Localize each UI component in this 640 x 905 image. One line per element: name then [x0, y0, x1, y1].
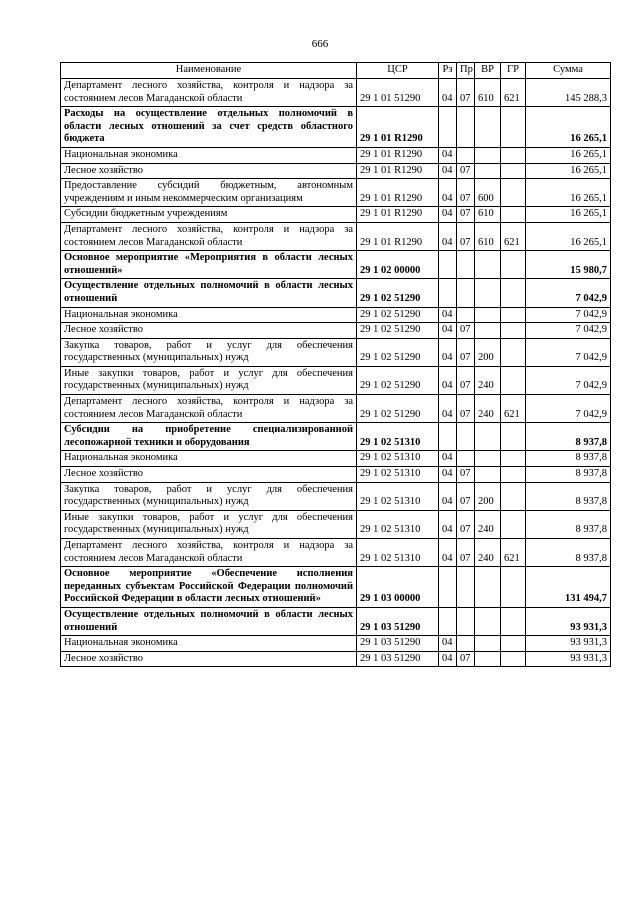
row-name: Основное мероприятие «Мероприятия в области лесных отношений» [61, 251, 357, 279]
row-csr: 29 1 02 51310 [357, 510, 439, 538]
row-gr [501, 107, 526, 148]
row-pr [457, 567, 475, 608]
row-name: Департамент лесного хозяйства, контроля и надзора за состоянием лесов Магаданской области [61, 222, 357, 250]
row-rz: 04 [439, 467, 457, 483]
row-name: Лесное хозяйство [61, 467, 357, 483]
row-vr: 200 [475, 338, 501, 366]
table-row [61, 307, 611, 323]
row-csr: 29 1 01 51290 [357, 79, 439, 107]
row-sum: 8 937,8 [526, 510, 611, 538]
row-rz: 04 [439, 636, 457, 652]
row-rz [439, 567, 457, 608]
row-rz: 04 [439, 307, 457, 323]
row-pr: 07 [457, 323, 475, 339]
row-rz: 04 [439, 451, 457, 467]
row-pr [457, 279, 475, 307]
row-rz: 04 [439, 482, 457, 510]
row-rz: 04 [439, 366, 457, 394]
row-sum: 16 265,1 [526, 222, 611, 250]
table-row [61, 107, 611, 148]
row-sum: 16 265,1 [526, 163, 611, 179]
row-pr: 07 [457, 163, 475, 179]
row-csr: 29 1 02 51310 [357, 539, 439, 567]
row-sum: 8 937,8 [526, 482, 611, 510]
row-pr: 07 [457, 467, 475, 483]
row-vr: 240 [475, 395, 501, 423]
row-name: Субсидии на приобретение специализированной лесопожарной техники и оборудования [61, 423, 357, 451]
row-gr [501, 251, 526, 279]
header-gr: ГР [501, 63, 526, 79]
row-vr [475, 607, 501, 635]
row-vr: 610 [475, 222, 501, 250]
row-csr: 29 1 02 51290 [357, 279, 439, 307]
row-pr [457, 147, 475, 163]
row-name: Основное мероприятие «Обеспечение исполнения переданных субъектам Российской Федерации полномочий Российской Федерации в области лесных отношений» [61, 567, 357, 608]
budget-table [60, 62, 611, 667]
row-sum: 7 042,9 [526, 323, 611, 339]
row-rz: 04 [439, 510, 457, 538]
row-sum: 16 265,1 [526, 207, 611, 223]
row-sum: 15 980,7 [526, 251, 611, 279]
row-csr: 29 1 01 R1290 [357, 147, 439, 163]
row-rz: 04 [439, 163, 457, 179]
row-csr: 29 1 02 51290 [357, 395, 439, 423]
table-body [61, 79, 611, 667]
row-vr [475, 279, 501, 307]
row-name: Национальная экономика [61, 147, 357, 163]
table-row [61, 279, 611, 307]
row-rz: 04 [439, 539, 457, 567]
row-rz: 04 [439, 207, 457, 223]
row-vr: 600 [475, 179, 501, 207]
row-name: Национальная экономика [61, 307, 357, 323]
header-sum: Сумма [526, 63, 611, 79]
row-gr [501, 338, 526, 366]
row-pr: 07 [457, 79, 475, 107]
row-vr: 200 [475, 482, 501, 510]
row-csr: 29 1 01 R1290 [357, 163, 439, 179]
row-gr [501, 307, 526, 323]
row-pr [457, 607, 475, 635]
row-sum: 8 937,8 [526, 423, 611, 451]
row-pr [457, 451, 475, 467]
row-pr: 07 [457, 222, 475, 250]
row-csr: 29 1 01 R1290 [357, 179, 439, 207]
row-gr [501, 207, 526, 223]
table-row [61, 179, 611, 207]
table-row [61, 482, 611, 510]
row-csr: 29 1 02 51290 [357, 307, 439, 323]
table-row [61, 567, 611, 608]
row-sum: 93 931,3 [526, 636, 611, 652]
row-csr: 29 1 02 51290 [357, 323, 439, 339]
row-vr [475, 451, 501, 467]
row-vr [475, 567, 501, 608]
row-sum: 8 937,8 [526, 539, 611, 567]
row-name: Расходы на осуществление отдельных полномочий в области лесных отношений за счет средств областного бюджета [61, 107, 357, 148]
row-csr: 29 1 03 51290 [357, 636, 439, 652]
row-gr [501, 423, 526, 451]
row-gr [501, 366, 526, 394]
row-name: Департамент лесного хозяйства, контроля и надзора за состоянием лесов Магаданской области [61, 79, 357, 107]
row-vr: 610 [475, 79, 501, 107]
row-name: Иные закупки товаров, работ и услуг для обеспечения государственных (муниципальных) нужд [61, 510, 357, 538]
row-name: Субсидии бюджетным учреждениям [61, 207, 357, 223]
row-csr: 29 1 02 51310 [357, 423, 439, 451]
table-row [61, 607, 611, 635]
row-csr: 29 1 02 51310 [357, 451, 439, 467]
table-row [61, 79, 611, 107]
row-rz: 04 [439, 179, 457, 207]
table-row [61, 451, 611, 467]
row-sum: 7 042,9 [526, 338, 611, 366]
row-name: Департамент лесного хозяйства, контроля и надзора за состоянием лесов Магаданской области [61, 539, 357, 567]
row-pr [457, 107, 475, 148]
row-vr [475, 423, 501, 451]
row-vr [475, 147, 501, 163]
row-name: Лесное хозяйство [61, 651, 357, 667]
row-gr: 621 [501, 222, 526, 250]
row-name: Национальная экономика [61, 636, 357, 652]
row-vr [475, 323, 501, 339]
table-header-row [61, 63, 611, 79]
row-pr: 07 [457, 482, 475, 510]
row-gr [501, 651, 526, 667]
row-name: Предоставление субсидий бюджетным, автономным учреждениям и иным некоммерческим организациям [61, 179, 357, 207]
row-gr [501, 147, 526, 163]
row-pr [457, 423, 475, 451]
row-csr: 29 1 01 R1290 [357, 207, 439, 223]
table-row [61, 651, 611, 667]
row-name: Лесное хозяйство [61, 323, 357, 339]
row-rz [439, 107, 457, 148]
row-rz [439, 279, 457, 307]
row-csr: 29 1 03 51290 [357, 651, 439, 667]
row-gr [501, 482, 526, 510]
row-pr [457, 636, 475, 652]
table-row [61, 395, 611, 423]
row-name: Департамент лесного хозяйства, контроля и надзора за состоянием лесов Магаданской области [61, 395, 357, 423]
row-rz: 04 [439, 79, 457, 107]
row-sum: 8 937,8 [526, 467, 611, 483]
table-row [61, 147, 611, 163]
row-rz: 04 [439, 651, 457, 667]
row-rz [439, 423, 457, 451]
row-name: Закупка товаров, работ и услуг для обеспечения государственных (муниципальных) нужд [61, 338, 357, 366]
row-vr: 240 [475, 366, 501, 394]
row-sum: 8 937,8 [526, 451, 611, 467]
row-gr: 621 [501, 79, 526, 107]
row-name: Закупка товаров, работ и услуг для обеспечения государственных (муниципальных) нужд [61, 482, 357, 510]
table-row [61, 539, 611, 567]
row-gr [501, 279, 526, 307]
row-pr: 07 [457, 539, 475, 567]
page-number: 666 [311, 38, 329, 50]
header-csr: ЦСР [357, 63, 439, 79]
row-vr [475, 467, 501, 483]
row-name: Лесное хозяйство [61, 163, 357, 179]
table-row [61, 510, 611, 538]
table-row [61, 251, 611, 279]
header-name: Наименование [61, 63, 357, 79]
row-gr [501, 510, 526, 538]
row-gr [501, 607, 526, 635]
row-gr [501, 179, 526, 207]
row-sum: 7 042,9 [526, 307, 611, 323]
table-row [61, 636, 611, 652]
row-vr [475, 636, 501, 652]
row-vr [475, 651, 501, 667]
row-csr: 29 1 03 00000 [357, 567, 439, 608]
table-row [61, 207, 611, 223]
row-rz: 04 [439, 395, 457, 423]
table-row [61, 163, 611, 179]
row-gr: 621 [501, 395, 526, 423]
row-sum: 16 265,1 [526, 179, 611, 207]
row-vr [475, 307, 501, 323]
row-gr [501, 636, 526, 652]
row-pr [457, 307, 475, 323]
row-gr: 621 [501, 539, 526, 567]
row-sum: 93 931,3 [526, 651, 611, 667]
row-name: Осуществление отдельных полномочий в области лесных отношений [61, 607, 357, 635]
row-vr [475, 163, 501, 179]
row-rz: 04 [439, 222, 457, 250]
row-sum: 7 042,9 [526, 395, 611, 423]
row-gr [501, 467, 526, 483]
row-gr [501, 451, 526, 467]
table-row [61, 366, 611, 394]
table-row [61, 338, 611, 366]
row-csr: 29 1 03 51290 [357, 607, 439, 635]
row-sum: 93 931,3 [526, 607, 611, 635]
table-row [61, 222, 611, 250]
row-name: Национальная экономика [61, 451, 357, 467]
row-name: Иные закупки товаров, работ и услуг для обеспечения государственных (муниципальных) нужд [61, 366, 357, 394]
row-rz [439, 607, 457, 635]
row-sum: 145 288,3 [526, 79, 611, 107]
header-rz: Рз [439, 63, 457, 79]
row-vr: 240 [475, 539, 501, 567]
row-rz: 04 [439, 147, 457, 163]
table-row [61, 423, 611, 451]
row-gr [501, 163, 526, 179]
row-rz: 04 [439, 338, 457, 366]
row-csr: 29 1 01 R1290 [357, 107, 439, 148]
row-pr: 07 [457, 510, 475, 538]
table-row [61, 323, 611, 339]
row-pr: 07 [457, 366, 475, 394]
row-csr: 29 1 01 R1290 [357, 222, 439, 250]
row-csr: 29 1 02 51310 [357, 467, 439, 483]
row-vr: 610 [475, 207, 501, 223]
header-vr: ВР [475, 63, 501, 79]
row-csr: 29 1 02 51310 [357, 482, 439, 510]
row-csr: 29 1 02 00000 [357, 251, 439, 279]
row-pr: 07 [457, 207, 475, 223]
row-vr [475, 107, 501, 148]
row-sum: 7 042,9 [526, 279, 611, 307]
row-gr [501, 567, 526, 608]
row-rz [439, 251, 457, 279]
row-pr: 07 [457, 651, 475, 667]
row-sum: 7 042,9 [526, 366, 611, 394]
header-pr: Пр [457, 63, 475, 79]
row-vr [475, 251, 501, 279]
row-pr [457, 251, 475, 279]
table-row [61, 467, 611, 483]
row-name: Осуществление отдельных полномочий в области лесных отношений [61, 279, 357, 307]
row-sum: 131 494,7 [526, 567, 611, 608]
row-vr: 240 [475, 510, 501, 538]
row-sum: 16 265,1 [526, 107, 611, 148]
row-sum: 16 265,1 [526, 147, 611, 163]
row-pr: 07 [457, 395, 475, 423]
row-csr: 29 1 02 51290 [357, 338, 439, 366]
row-pr: 07 [457, 338, 475, 366]
row-rz: 04 [439, 323, 457, 339]
row-gr [501, 323, 526, 339]
row-pr: 07 [457, 179, 475, 207]
row-csr: 29 1 02 51290 [357, 366, 439, 394]
